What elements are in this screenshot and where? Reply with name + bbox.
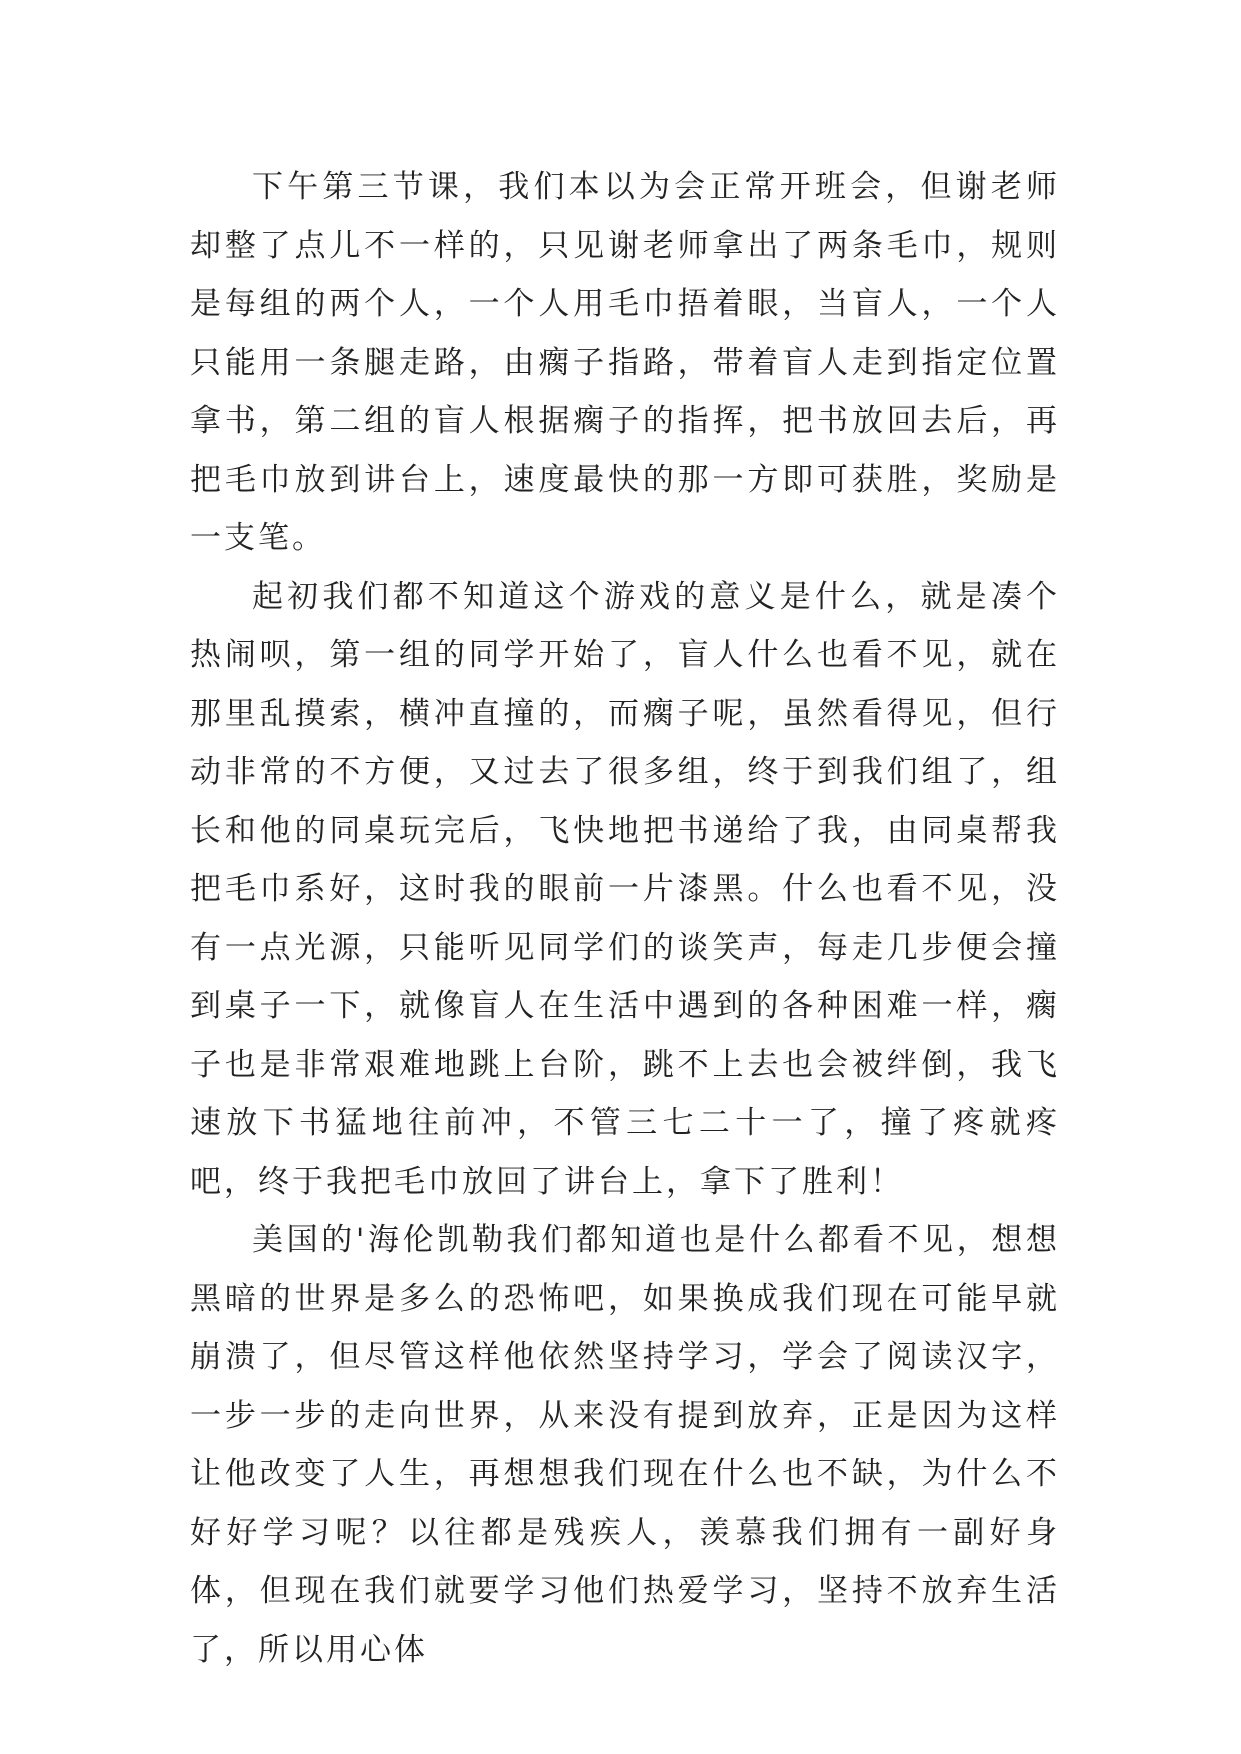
paragraph-2: 起初我们都不知道这个游戏的意义是什么，就是凑个热闹呗，第一组的同学开始了，盲人什么也看不见，就在那里乱摸索，横冲直撞的，而瘸子呢，虽然看得见，但行动非常的不方便，又过去了很多组，终于到我们组了，组长和他的同桌玩完后，飞快地把书递给了我，由同桌帮我把毛巾系好，这时我的眼前一片漆黑。什么也看不见，没有一点光源，只能听见同学们的谈笑声，每走几步便会撞到桌子一下，就像盲人在生活中遇到的各种困难一样，瘸子也是非常艰难地跳上台阶，跳不上去也会被绊倒，我飞速放下书猛地往前冲，不管三七二十一了，撞了疼就疼吧，终于我把毛巾放回了讲台上，拿下了胜利！ [190, 578, 1060, 1200]
paragraph-1: 下午第三节课，我们本以为会正常开班会，但谢老师却整了点儿不一样的，只见谢老师拿出了两条毛巾，规则是每组的两个人，一个人用毛巾捂着眼，当盲人，一个人只能用一条腿走路，由瘸子指路，带着盲人走到指定位置拿书，第二组的盲人根据瘸子的指挥，把书放回去后，再把毛巾放到讲台上，速度最快的那一方即可获胜，奖励是一支笔。 [190, 169, 1060, 556]
paragraph-3: 美国的'海伦凯勒我们都知道也是什么都看不见，想想黑暗的世界是多么的恐怖吧，如果换成我们现在可能早就崩溃了，但尽管这样他依然坚持学习，学会了阅读汉字，一步一步的走向世界，从来没有提到放弃，正是因为这样让他改变了人生，再想想我们现在什么也不缺，为什么不好好学习呢？以往都是残疾人，羡慕我们拥有一副好身体，但现在我们就要学习他们热爱学习，坚持不放弃生活了，所以用心体 [190, 1222, 1060, 1668]
document-body [190, 158, 1060, 1679]
